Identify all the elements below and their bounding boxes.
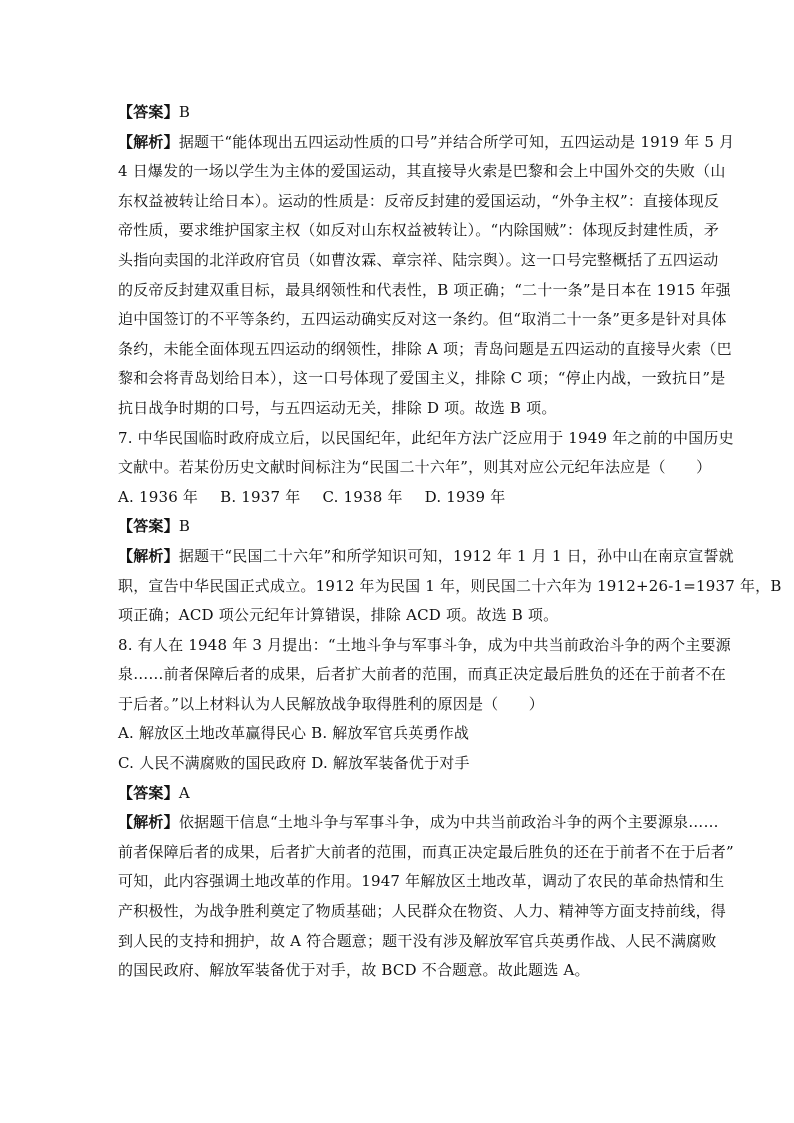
question-8-line: 8. 有人在 1948 年 3 月提出：“土地斗争与军事斗争，成为中共当前政治斗争的两个主要源 <box>118 635 731 654</box>
question-7-line: 文献中。若某份历史文献时间标注为“民国二十六年”，则其对应公元纪年法应是（ ） <box>118 458 712 477</box>
option-b: B. 1937 年 <box>220 487 301 506</box>
analysis-7-line <box>118 542 734 572</box>
question-7-line: 7. 中华民国临时政府成立后，以民国纪年，此纪年方法广泛应用于 1949 年之前的中国历史 <box>118 428 734 447</box>
question-7-options <box>118 483 678 513</box>
answer-6 <box>118 98 678 128</box>
question-8-options-ab: A. 解放区土地改革赢得民心 B. 解放军官兵英勇作战 <box>118 724 470 743</box>
answer-tag: 【答案】 <box>118 783 179 802</box>
analysis-text: 依据题干信息“土地斗争与军事斗争，成为中共当前政治斗争的两个主要源泉…… <box>178 813 719 832</box>
analysis-6-line: 迫中国签订的不平等条约，五四运动确实反对这一条约。但“取消二十一条”更多是针对具体 <box>118 310 727 329</box>
analysis-8-line: 的国民政府、解放军装备优于对手，故 BCD 不合题意。故此题选 A。 <box>118 961 590 980</box>
question-8-options-cd: C. 人民不满腐败的国民政府 D. 解放军装备优于对手 <box>118 754 470 773</box>
analysis-6-line: 黎和会将青岛划给日本），这一口号体现了爱国主义，排除 C 项；“停止内战，一致抗日”是 <box>118 369 726 388</box>
analysis-6-line: 抗日战争时期的口号，与五四运动无关，排除 D 项。故选 B 项。 <box>118 398 557 417</box>
option-a: A. 1936 年 <box>118 487 199 506</box>
analysis-8-line: 产积极性，为战争胜利奠定了物质基础；人民群众在物资、人力、精神等方面支持前线，得 <box>118 902 727 921</box>
answer-tag: 【答案】 <box>118 517 179 536</box>
analysis-8-line: 可知，此内容强调土地改革的作用。1947 年解放区土地改革，调动了农民的革命热情和生 <box>118 872 725 891</box>
answer-value: B <box>178 103 191 121</box>
analysis-text: 据题干“能体现出五四运动性质的口号”并结合所学可知，五四运动是 1919 年 5 月 <box>178 132 735 151</box>
analysis-8-line: 前者保障后者的成果，后者扩大前者的范围，而真正决定最后胜负的还在于前者不在于后者” <box>118 842 734 861</box>
answer-tag: 【答案】 <box>118 103 179 121</box>
analysis-6-line: 4 日爆发的一场以学生为主体的爱国运动，其直接导火索是巴黎和会上中国外交的失败（山 <box>118 162 726 181</box>
answer-7 <box>118 512 678 542</box>
analysis-8-line: 到人民的支持和拥护，故 A 符合题意；题干没有涉及解放军官兵英勇作战、人民不满腐败 <box>118 931 717 950</box>
analysis-6-line: 条约，未能全面体现五四运动的纲领性，排除 A 项；青岛问题是五四运动的直接导火索（巴 <box>118 339 732 358</box>
analysis-6-line: 东权益被转让给日本）。运动的性质是：反帝反封建的爱国运动，“外争主权”：直接体现反 <box>118 191 720 210</box>
answer-value: A <box>178 783 190 802</box>
question-8-line: 泉……前者保障后者的成果，后者扩大前者的范围，而真正决定最后胜负的还在于前者不在 <box>118 665 727 684</box>
analysis-7-line: 职，宣告中华民国正式成立。1912 年为民国 1 年，则民国二十六年为 1912+26-1=1937 年，B <box>118 576 782 595</box>
analysis-6-line: 头指向卖国的北洋政府官员（如曹汝霖、章宗祥、陆宗舆）。这一口号完整概括了五四运动 <box>118 250 719 269</box>
document-page <box>118 98 782 986</box>
answer-8 <box>118 779 678 809</box>
analysis-6-line <box>118 128 735 158</box>
analysis-6-line: 帝性质，要求维护国家主权（如反对山东权益被转让）。“内除国贼”：体现反封建性质，矛 <box>118 221 720 240</box>
analysis-tag: 【解析】 <box>118 546 179 565</box>
analysis-tag: 【解析】 <box>118 813 179 832</box>
analysis-text: 据题干“民国二十六年”和所学知识可知，1912 年 1 月 1 日，孙中山在南京宣誓就 <box>178 546 734 565</box>
option-d: D. 1939 年 <box>424 487 506 506</box>
analysis-7-line: 项正确；ACD 项公元纪年计算错误，排除 ACD 项。故选 B 项。 <box>118 606 559 625</box>
answer-value: B <box>178 517 191 536</box>
analysis-6-line: 的反帝反封建双重目标，最具纲领性和代表性，B 项正确；“二十一条”是日本在 1915 年强 <box>118 280 731 299</box>
option-c: C. 1938 年 <box>322 487 403 506</box>
analysis-8-line <box>118 808 719 838</box>
analysis-tag: 【解析】 <box>118 132 179 151</box>
question-8-line: 于后者。”以上材料认为人民解放战争取得胜利的原因是（ ） <box>118 694 544 713</box>
